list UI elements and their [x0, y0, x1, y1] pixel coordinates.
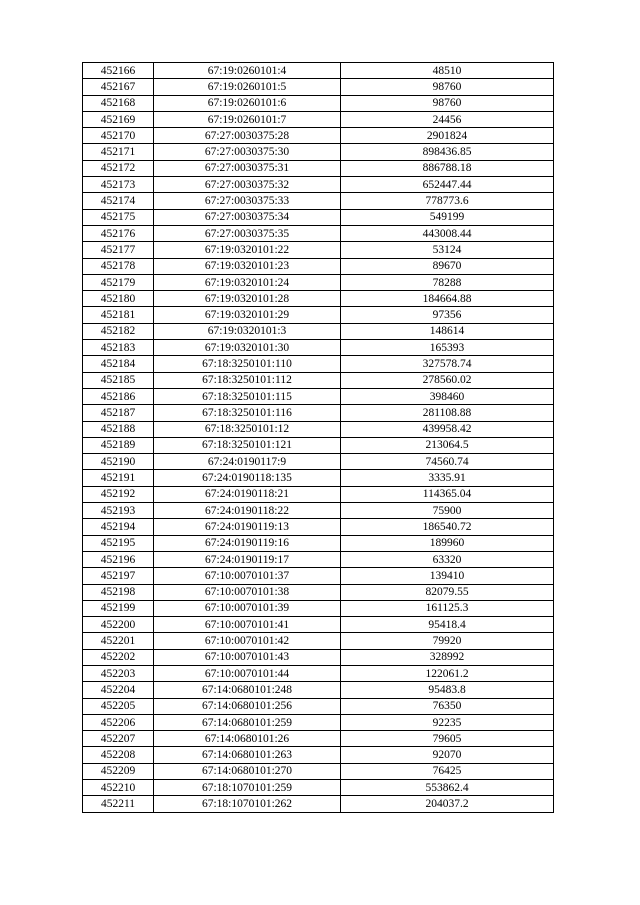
row-number-cell: 452174 — [83, 193, 154, 209]
row-number-cell: 452177 — [83, 242, 154, 258]
cadastral-number-cell: 67:19:0320101:24 — [154, 274, 341, 290]
row-number-cell: 452175 — [83, 209, 154, 225]
table-row — [83, 421, 554, 437]
table-row — [83, 454, 554, 470]
row-number-cell: 452209 — [83, 763, 154, 779]
row-number-cell: 452187 — [83, 405, 154, 421]
value-cell: 778773.6 — [341, 193, 554, 209]
table-row — [83, 551, 554, 567]
table-row — [83, 405, 554, 421]
table-row — [83, 486, 554, 502]
row-number-cell: 452208 — [83, 747, 154, 763]
row-number-cell: 452210 — [83, 780, 154, 796]
table-body — [83, 63, 554, 813]
table-row — [83, 437, 554, 453]
row-number-cell: 452172 — [83, 160, 154, 176]
row-number-cell: 452191 — [83, 470, 154, 486]
table-row — [83, 714, 554, 730]
value-cell: 184664.88 — [341, 291, 554, 307]
row-number-cell: 452180 — [83, 291, 154, 307]
row-number-cell: 452192 — [83, 486, 154, 502]
cadastral-number-cell: 67:24:0190118:22 — [154, 503, 341, 519]
cadastral-number-cell: 67:10:0070101:44 — [154, 665, 341, 681]
cadastral-number-cell: 67:18:3250101:116 — [154, 405, 341, 421]
table-row — [83, 193, 554, 209]
table-row — [83, 79, 554, 95]
row-number-cell: 452196 — [83, 551, 154, 567]
row-number-cell: 452168 — [83, 95, 154, 111]
cadastral-number-cell: 67:24:0190118:135 — [154, 470, 341, 486]
cadastral-number-cell: 67:14:0680101:248 — [154, 682, 341, 698]
value-cell: 204037.2 — [341, 796, 554, 812]
cadastral-number-cell: 67:27:0030375:28 — [154, 128, 341, 144]
cadastral-number-cell: 67:18:3250101:115 — [154, 388, 341, 404]
cadastral-number-cell: 67:10:0070101:37 — [154, 568, 341, 584]
cadastral-number-cell: 67:14:0680101:256 — [154, 698, 341, 714]
table-row — [83, 617, 554, 633]
value-cell: 89670 — [341, 258, 554, 274]
table-row — [83, 633, 554, 649]
cadastral-number-cell: 67:19:0320101:23 — [154, 258, 341, 274]
cadastral-number-cell: 67:27:0030375:31 — [154, 160, 341, 176]
cadastral-number-cell: 67:10:0070101:42 — [154, 633, 341, 649]
row-number-cell: 452197 — [83, 568, 154, 584]
cadastral-number-cell: 67:10:0070101:39 — [154, 600, 341, 616]
row-number-cell: 452171 — [83, 144, 154, 160]
value-cell: 48510 — [341, 63, 554, 79]
value-cell: 161125.3 — [341, 600, 554, 616]
value-cell: 92070 — [341, 747, 554, 763]
cadastral-number-cell: 67:14:0680101:263 — [154, 747, 341, 763]
value-cell: 114365.04 — [341, 486, 554, 502]
cadastral-number-cell: 67:27:0030375:30 — [154, 144, 341, 160]
cadastral-number-cell: 67:19:0320101:3 — [154, 323, 341, 339]
row-number-cell: 452190 — [83, 454, 154, 470]
row-number-cell: 452207 — [83, 731, 154, 747]
row-number-cell: 452183 — [83, 340, 154, 356]
table-row — [83, 535, 554, 551]
value-cell: 553862.4 — [341, 780, 554, 796]
row-number-cell: 452166 — [83, 63, 154, 79]
value-cell: 327578.74 — [341, 356, 554, 372]
cadastral-number-cell: 67:24:0190117:9 — [154, 454, 341, 470]
value-cell: 122061.2 — [341, 665, 554, 681]
value-cell: 189960 — [341, 535, 554, 551]
table-row — [83, 731, 554, 747]
value-cell: 2901824 — [341, 128, 554, 144]
table-row — [83, 519, 554, 535]
row-number-cell: 452184 — [83, 356, 154, 372]
row-number-cell: 452170 — [83, 128, 154, 144]
row-number-cell: 452188 — [83, 421, 154, 437]
value-cell: 95483.8 — [341, 682, 554, 698]
table-row — [83, 763, 554, 779]
row-number-cell: 452189 — [83, 437, 154, 453]
row-number-cell: 452206 — [83, 714, 154, 730]
row-number-cell: 452167 — [83, 79, 154, 95]
value-cell: 97356 — [341, 307, 554, 323]
cadastral-number-cell: 67:19:0260101:6 — [154, 95, 341, 111]
value-cell: 74560.74 — [341, 454, 554, 470]
table-row — [83, 665, 554, 681]
cadastral-number-cell: 67:24:0190119:13 — [154, 519, 341, 535]
cadastral-number-cell: 67:19:0320101:30 — [154, 340, 341, 356]
row-number-cell: 452203 — [83, 665, 154, 681]
table-row — [83, 323, 554, 339]
cadastral-number-cell: 67:10:0070101:43 — [154, 649, 341, 665]
cadastral-number-cell: 67:27:0030375:32 — [154, 177, 341, 193]
cadastral-number-cell: 67:18:1070101:259 — [154, 780, 341, 796]
table-row — [83, 600, 554, 616]
row-number-cell: 452176 — [83, 225, 154, 241]
cadastral-number-cell: 67:24:0190118:21 — [154, 486, 341, 502]
row-number-cell: 452204 — [83, 682, 154, 698]
row-number-cell: 452185 — [83, 372, 154, 388]
value-cell: 95418.4 — [341, 617, 554, 633]
value-cell: 398460 — [341, 388, 554, 404]
table-row — [83, 649, 554, 665]
table-row — [83, 340, 554, 356]
row-number-cell: 452195 — [83, 535, 154, 551]
value-cell: 186540.72 — [341, 519, 554, 535]
value-cell: 53124 — [341, 242, 554, 258]
table-row — [83, 307, 554, 323]
value-cell: 75900 — [341, 503, 554, 519]
table-row — [83, 242, 554, 258]
table-row — [83, 291, 554, 307]
cadastral-number-cell: 67:10:0070101:38 — [154, 584, 341, 600]
value-cell: 79920 — [341, 633, 554, 649]
cadastral-number-cell: 67:19:0320101:22 — [154, 242, 341, 258]
value-cell: 98760 — [341, 79, 554, 95]
row-number-cell: 452179 — [83, 274, 154, 290]
value-cell: 92235 — [341, 714, 554, 730]
row-number-cell: 452202 — [83, 649, 154, 665]
row-number-cell: 452194 — [83, 519, 154, 535]
row-number-cell: 452182 — [83, 323, 154, 339]
row-number-cell: 452211 — [83, 796, 154, 812]
row-number-cell: 452201 — [83, 633, 154, 649]
cadastral-number-cell: 67:19:0320101:29 — [154, 307, 341, 323]
value-cell: 3335.91 — [341, 470, 554, 486]
table-row — [83, 225, 554, 241]
cadastral-number-cell: 67:19:0260101:7 — [154, 111, 341, 127]
value-cell: 213064.5 — [341, 437, 554, 453]
cadastral-number-cell: 67:14:0680101:259 — [154, 714, 341, 730]
cadastral-number-cell: 67:19:0260101:5 — [154, 79, 341, 95]
table-row — [83, 160, 554, 176]
row-number-cell: 452205 — [83, 698, 154, 714]
table-row — [83, 682, 554, 698]
table-row — [83, 111, 554, 127]
value-cell: 439958.42 — [341, 421, 554, 437]
value-cell: 139410 — [341, 568, 554, 584]
table-row — [83, 356, 554, 372]
value-cell: 76425 — [341, 763, 554, 779]
value-cell: 63320 — [341, 551, 554, 567]
table-row — [83, 470, 554, 486]
cadastral-number-cell: 67:18:3250101:110 — [154, 356, 341, 372]
value-cell: 898436.85 — [341, 144, 554, 160]
cadastral-number-cell: 67:24:0190119:16 — [154, 535, 341, 551]
value-cell: 148614 — [341, 323, 554, 339]
cadastral-number-cell: 67:24:0190119:17 — [154, 551, 341, 567]
value-cell: 281108.88 — [341, 405, 554, 421]
value-cell: 79605 — [341, 731, 554, 747]
cadastral-number-cell: 67:10:0070101:41 — [154, 617, 341, 633]
value-cell: 549199 — [341, 209, 554, 225]
cadastral-value-table — [82, 62, 554, 813]
value-cell: 78288 — [341, 274, 554, 290]
row-number-cell: 452193 — [83, 503, 154, 519]
table-row — [83, 209, 554, 225]
table-row — [83, 796, 554, 812]
cadastral-number-cell: 67:27:0030375:34 — [154, 209, 341, 225]
table-row — [83, 503, 554, 519]
value-cell: 328992 — [341, 649, 554, 665]
cadastral-number-cell: 67:27:0030375:33 — [154, 193, 341, 209]
value-cell: 278560.02 — [341, 372, 554, 388]
cadastral-number-cell: 67:18:3250101:112 — [154, 372, 341, 388]
cadastral-number-cell: 67:14:0680101:270 — [154, 763, 341, 779]
table-row — [83, 128, 554, 144]
value-cell: 652447.44 — [341, 177, 554, 193]
table-row — [83, 372, 554, 388]
value-cell: 24456 — [341, 111, 554, 127]
table-row — [83, 698, 554, 714]
table-row — [83, 63, 554, 79]
row-number-cell: 452199 — [83, 600, 154, 616]
row-number-cell: 452200 — [83, 617, 154, 633]
table-row — [83, 258, 554, 274]
table-row — [83, 177, 554, 193]
value-cell: 443008.44 — [341, 225, 554, 241]
row-number-cell: 452178 — [83, 258, 154, 274]
cadastral-number-cell: 67:19:0320101:28 — [154, 291, 341, 307]
cadastral-number-cell: 67:27:0030375:35 — [154, 225, 341, 241]
row-number-cell: 452181 — [83, 307, 154, 323]
table-row — [83, 780, 554, 796]
row-number-cell: 452198 — [83, 584, 154, 600]
table-row — [83, 584, 554, 600]
value-cell: 76350 — [341, 698, 554, 714]
value-cell: 886788.18 — [341, 160, 554, 176]
value-cell: 98760 — [341, 95, 554, 111]
value-cell: 82079.55 — [341, 584, 554, 600]
table-row — [83, 568, 554, 584]
table-row — [83, 144, 554, 160]
table-row — [83, 274, 554, 290]
row-number-cell: 452173 — [83, 177, 154, 193]
cadastral-number-cell: 67:18:3250101:121 — [154, 437, 341, 453]
cadastral-number-cell: 67:18:3250101:12 — [154, 421, 341, 437]
cadastral-number-cell: 67:14:0680101:26 — [154, 731, 341, 747]
cadastral-number-cell: 67:18:1070101:262 — [154, 796, 341, 812]
table-row — [83, 95, 554, 111]
value-cell: 165393 — [341, 340, 554, 356]
table-row — [83, 388, 554, 404]
table-row — [83, 747, 554, 763]
row-number-cell: 452169 — [83, 111, 154, 127]
row-number-cell: 452186 — [83, 388, 154, 404]
cadastral-number-cell: 67:19:0260101:4 — [154, 63, 341, 79]
